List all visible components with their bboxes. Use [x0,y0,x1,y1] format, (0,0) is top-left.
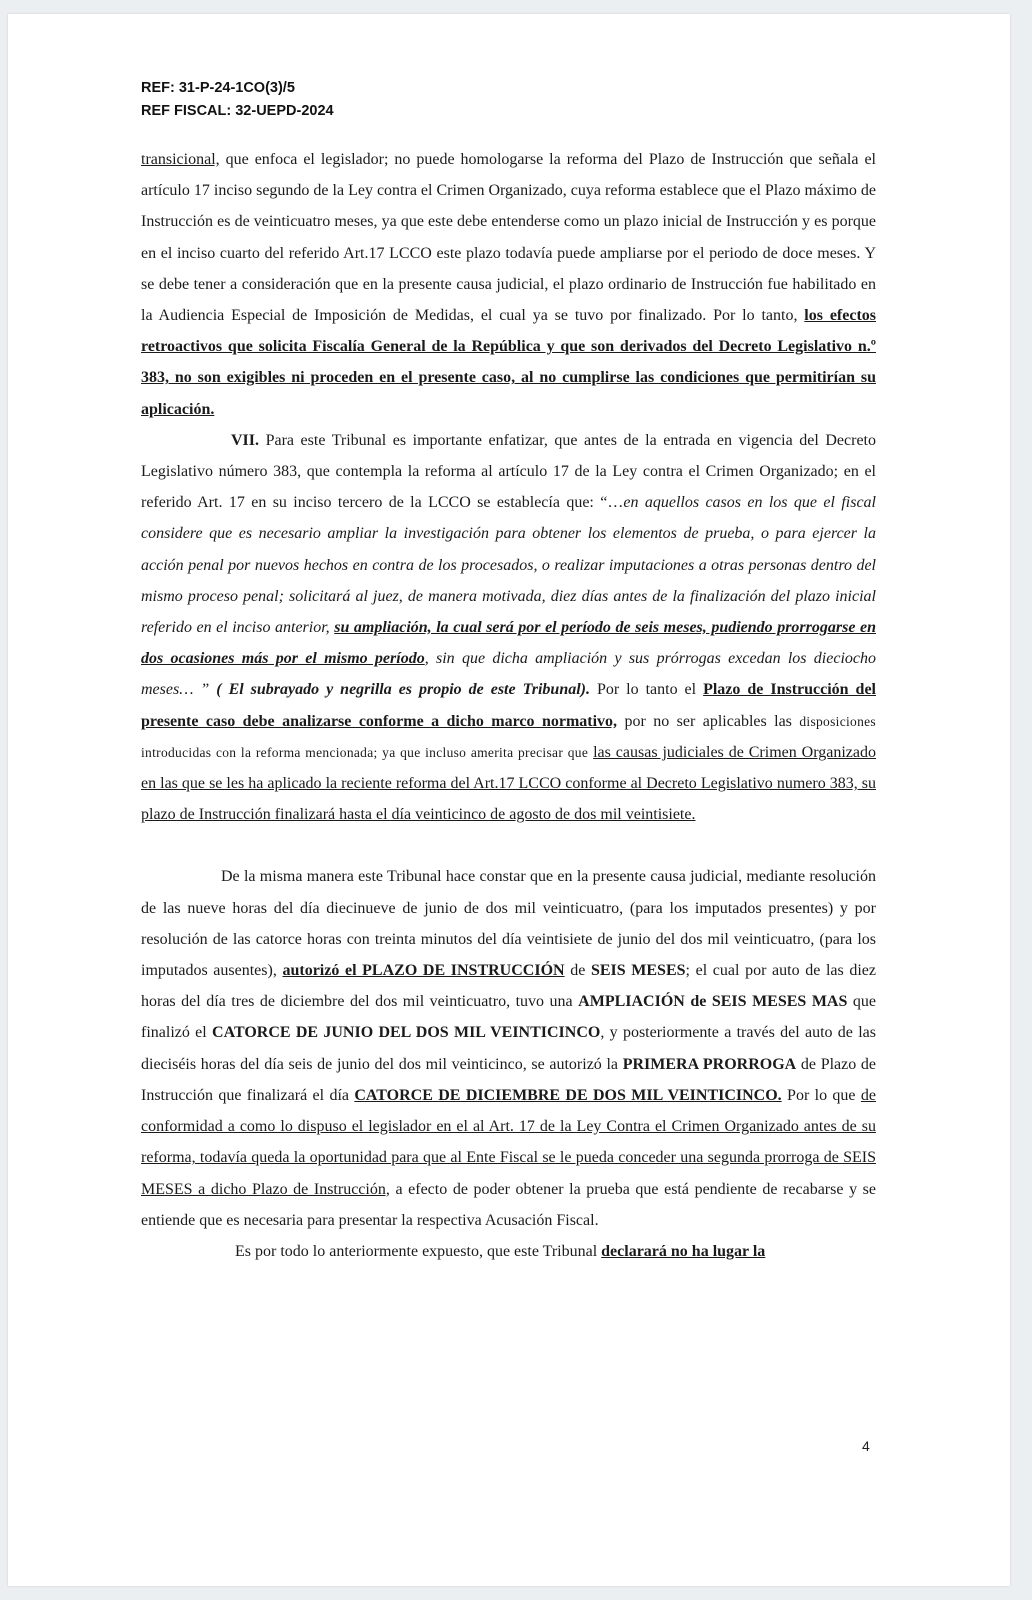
section-numeral: VII. [231,431,260,449]
fiscal-reference-number: REF FISCAL: 32-UEPD-2024 [141,103,334,119]
body-text: de [564,962,591,980]
small-body-text: disposiciones introducidas con la reforma mencionada; ya que incluso amerita precisar que [141,713,876,760]
quoted-law-text: , sin que dicha ampliación y sus prórrogas excedan los dieciocho meses… ” [141,650,877,699]
bold-underlined-text: Plazo de Instrucción del presente caso debe analizarse conforme a dicho marco normativo, [141,681,876,730]
body-text: que enfoca el legislador; no puede homologarse la reforma del Plazo de Instrucción que señala el artículo 17 inciso segundo de la Ley contra el Crimen Organizado, cuya reforma establece que el Plazo máximo de Instrucción es de veinticuatro meses, ya que este debe entenderse como un plazo inicial de Instrucción y es porque en el inciso cuarto del referido Art.17 LCCO este plazo todavía puede ampliarse por el periodo de doce meses. Y se debe tener a consideración que en la presente causa judicial, el plazo ordinario de Instrucción fue habilitado en la Audiencia Especial de Imposición de Medidas, el cual ya se tuvo por finalizado. Por lo tanto, [141,151,876,325]
bold-text: PRIMERA PRORROGA [622,1055,797,1073]
bold-underlined-text: autorizó el PLAZO DE INSTRUCCIÓN [282,962,565,980]
bold-text: SEIS MESES [590,962,686,980]
bold-underlined-text: declarará no ha lugar la [601,1242,766,1260]
underlined-text: las causas judiciales de Crimen Organizado en las que se les ha aplicado la reciente reforma del Art.17 LCCO conforme al Decreto Legislativo numero 383, su plazo de Instrucción finalizará hasta el día veinticinco de agosto de dos mil veintisiete. [141,743,877,824]
underlined-text: transicional, [141,151,220,168]
bold-text: AMPLIACIÓN de SEIS MESES MAS [578,993,848,1011]
body-text: Por lo tanto el [590,681,704,699]
bold-text: CATORCE DE JUNIO DEL DOS MIL VEINTICINCO [212,1024,601,1042]
bold-underlined-quote: su ampliación, la cual será por el período de seis meses, pudiendo prorrogarse en dos ocasiones más por el mismo período [141,619,876,668]
body-text: que finalizó el [141,993,877,1042]
document-page [8,14,1010,1586]
paragraph-1 [141,144,876,425]
paragraph-3 [141,861,876,1235]
reference-number: REF: 31-P-24-1CO(3)/5 [141,80,295,96]
emphasis-note: ( El subrayado y negrilla es propio de este Tribunal). [209,681,590,699]
bold-underlined-text: CATORCE DE DICIEMBRE DE DOS MIL VEINTICINCO. [354,1086,782,1104]
body-text: por no ser aplicables las [617,712,800,730]
body-text: , y posteriormente a través del auto de las dieciséis horas del día seis de junio del dos mil veinticinco, se autorizó la [141,1024,876,1073]
body-text: Es por todo lo anteriormente expuesto, que este Tribunal [235,1242,602,1260]
document-body [141,144,876,1267]
page-number: 4 [862,1438,870,1454]
body-text: Para este Tribunal es importante enfatizar, que antes de la entrada en vigencia del Decreto Legislativo número 383, que contempla la reforma al artículo 17 de la Ley contra el Crimen Organizado; en el referido Art. 17 en su inciso tercero de la LCCO se establecía que: “… [141,431,876,512]
body-text: ; el cual por auto de las diez horas del día tres de diciembre del dos mil veinticuatro, tuvo una [141,962,877,1011]
body-text: de Plazo de Instrucción que finalizará el día [141,1055,877,1104]
paragraph-4 [141,1236,876,1267]
bold-underlined-text: los efectos retroactivos que solicita Fiscalía General de la República y que son derivados del Decreto Legislativo n.º 383, no son exigibles ni proceden en el presente caso, al no cumplirse las condiciones que permitirían su aplicación. [141,307,877,418]
underlined-text: de conformidad a como lo dispuso el legislador en el al Art. 17 de la Ley Contra el Crimen Organizado antes de su reforma, todavía queda la oportunidad para que al Ente Fiscal se le pueda conceder una segunda prorroga de SEIS MESES a dicho Plazo de Instrucción, [141,1086,876,1198]
paragraph-2 [141,425,876,831]
body-text: Por lo que [781,1086,861,1104]
body-text: a efecto de poder obtener la prueba que está pendiente de recabarse y se entiende que es necesaria para presentar la respectiva Acusación Fiscal. [141,1180,876,1229]
quoted-law-text: en aquellos casos en los que el fiscal considere que es necesario ampliar la investigación para obtener los elementos de prueba, o para ejercer la acción penal por nuevos hechos en contra de los procesados, o realizar imputaciones a otras personas dentro del mismo proceso penal; solicitará al juez, de manera motivada, diez días antes de la finalización del plazo inicial referido en el inciso anterior, [141,494,876,637]
body-text: De la misma manera este Tribunal hace constar que en la presente causa judicial, mediante resolución de las nueve horas del día diecinueve de junio de dos mil veinticuatro, (para los imputados presentes) y por resolución de las catorce horas con treinta minutos del día veintisiete de junio del dos mil veinticuatro, (para los imputados ausentes), [141,868,876,980]
